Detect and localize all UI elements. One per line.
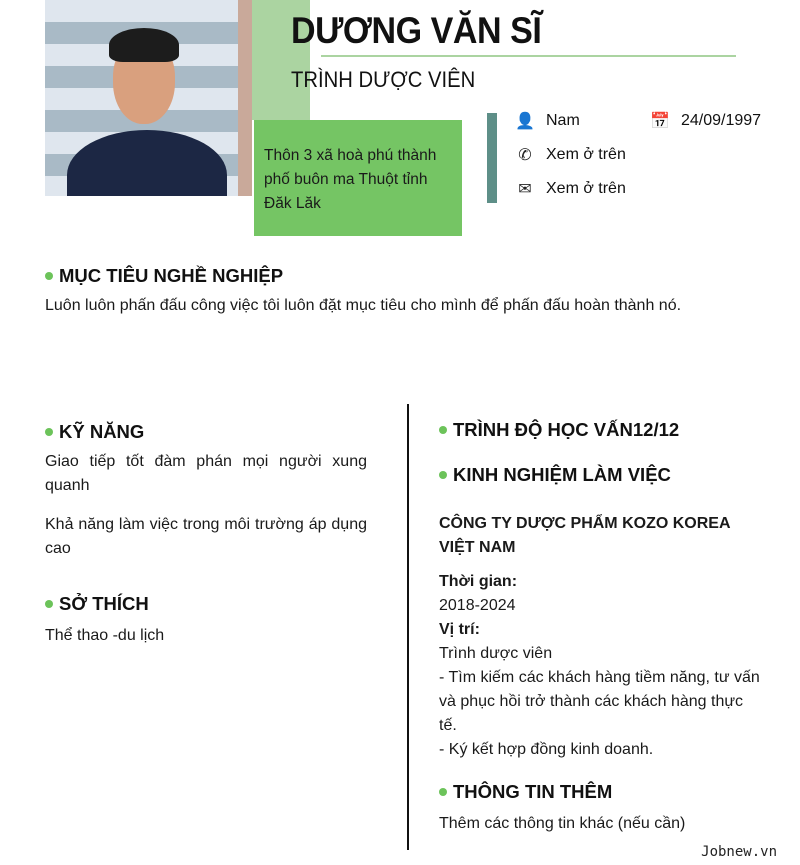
phone: Xem ở trên — [546, 146, 626, 163]
time-value: 2018-2024 — [439, 597, 516, 614]
section-hobbies: SỞ THÍCH — [45, 593, 149, 615]
birthday-row — [651, 112, 761, 130]
watermark: Jobnew.vn — [701, 844, 777, 860]
phone-row — [516, 146, 626, 164]
company-name: CÔNG TY DƯỢC PHẨM KOZO KOREA VIỆT NAM — [439, 515, 730, 556]
candidate-name: DƯƠNG VĂN SĨ — [291, 10, 542, 51]
user-icon: 👤 — [515, 113, 535, 130]
section-objective: MỤC TIÊU NGHỀ NGHIỆP — [45, 265, 283, 287]
section-additional: THÔNG TIN THÊM — [439, 781, 612, 803]
position-label: Vị trí: — [439, 621, 480, 638]
time-label: Thời gian: — [439, 573, 518, 590]
name-underline — [321, 55, 736, 57]
objective-text: Luôn luôn phấn đấu công việc tôi luôn đặt mục tiêu cho mình để phấn đấu hoàn thành nó. — [45, 297, 682, 314]
job-title: TRÌNH DƯỢC VIÊN — [291, 67, 476, 92]
gender: Nam — [546, 112, 580, 129]
skill-item: Khả năng làm việc trong môi trường áp dụng cao — [45, 516, 367, 557]
envelope-icon: ✉ — [518, 181, 532, 198]
address-box: Thôn 3 xã hoà phú thành phố buôn ma Thuột tỉnh Đăk Lăk — [254, 120, 462, 236]
column-divider — [407, 404, 409, 850]
birthday: 24/09/1997 — [681, 112, 762, 129]
email-row — [516, 180, 626, 198]
profile-photo — [45, 0, 252, 196]
phone-icon: ✆ — [518, 147, 532, 164]
skill-item: Giao tiếp tốt đàm phán mọi người xung quanh — [45, 453, 367, 494]
additional-text: Thêm các thông tin khác (nếu cần) — [439, 815, 686, 832]
hobbies-text: Thể thao -du lịch — [45, 627, 165, 644]
info-bar — [487, 113, 497, 203]
duty-item: - Tìm kiếm các khách hàng tiềm năng, tư vấn và phục hồi trở thành các khách hàng thực tế. — [439, 669, 760, 734]
position-value: Trình dược viên — [439, 645, 553, 662]
section-education: TRÌNH ĐỘ HỌC VẤN12/12 — [439, 419, 679, 441]
email: Xem ở trên — [546, 180, 626, 197]
section-experience: KINH NGHIỆM LÀM VIỆC — [439, 464, 671, 486]
gender-row — [516, 112, 580, 130]
duty-item: - Ký kết hợp đồng kinh doanh. — [439, 741, 654, 758]
section-skills: KỸ NĂNG — [45, 421, 144, 443]
calendar-icon: 📅 — [650, 113, 670, 130]
